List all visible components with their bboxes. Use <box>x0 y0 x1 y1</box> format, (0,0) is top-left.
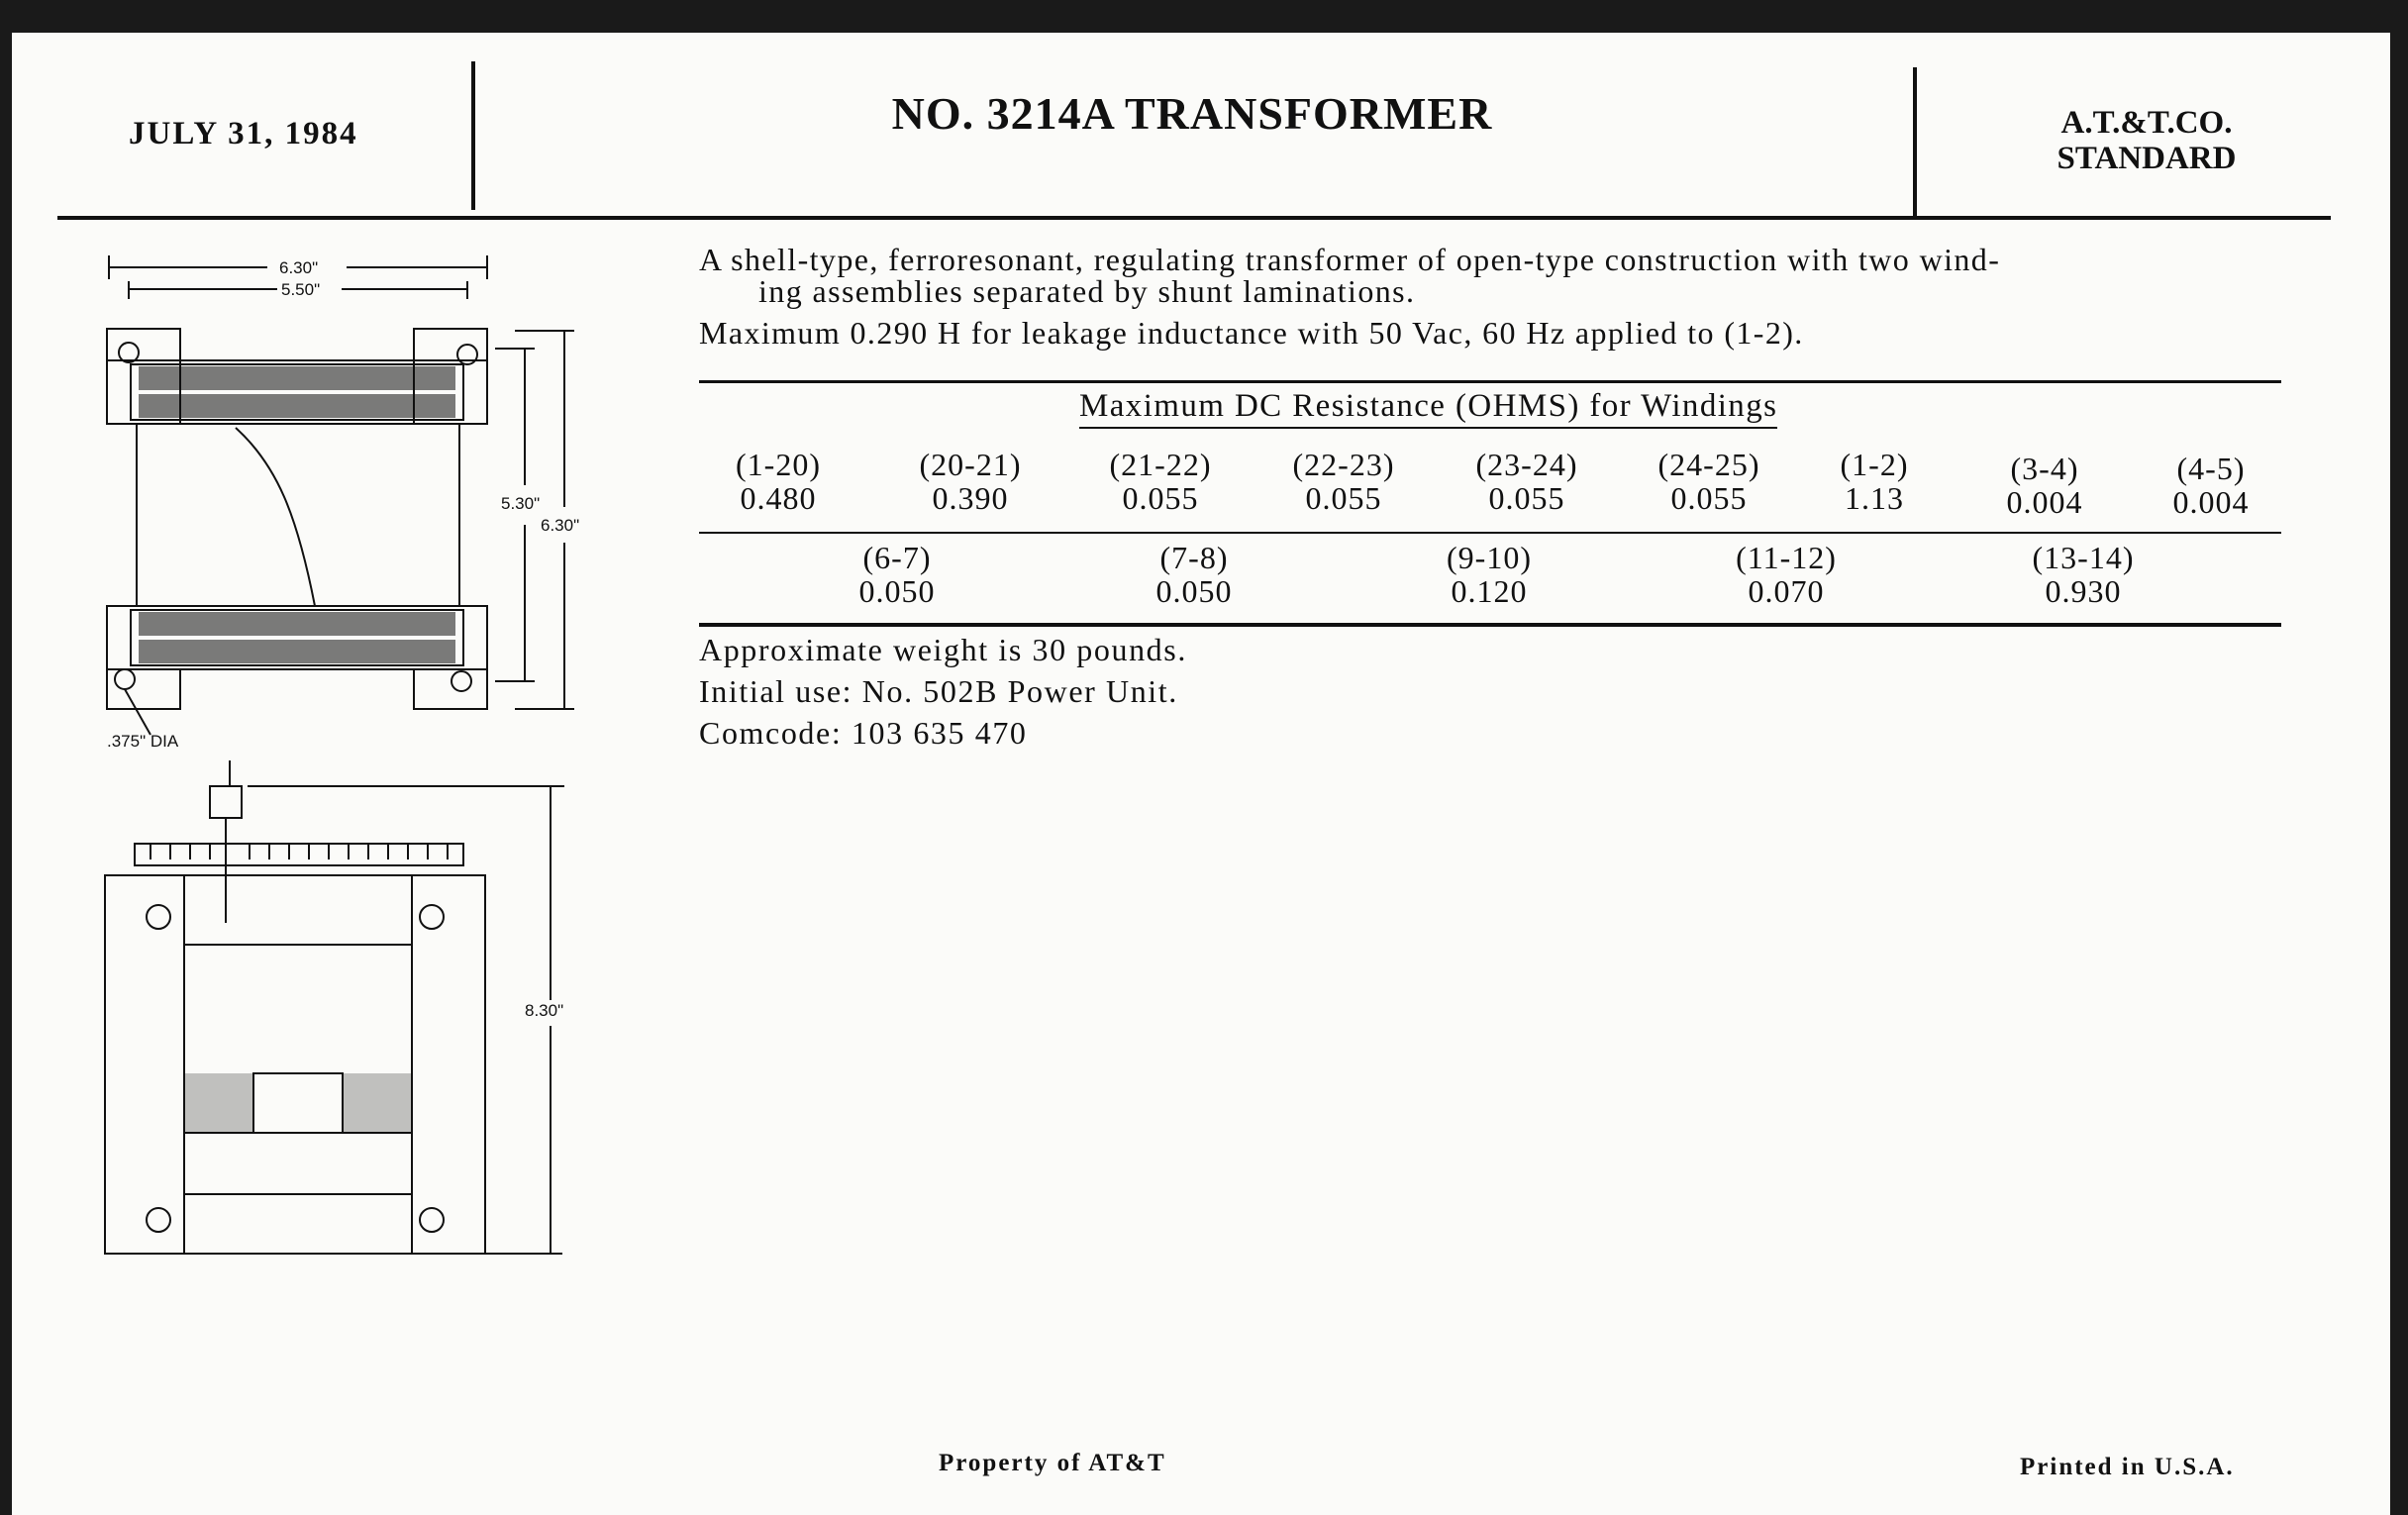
table-cell <box>699 448 857 515</box>
resistance-value: 1.13 <box>1845 480 1904 516</box>
winding-label: (7-8) <box>1159 540 1229 575</box>
table-cell <box>1410 541 1568 608</box>
footer-printed: Printed in U.S.A. <box>2020 1454 2235 1480</box>
table-cell <box>1630 448 1788 515</box>
table-cell <box>1264 448 1423 515</box>
resistance-value: 0.480 <box>740 480 817 516</box>
dim-height-outer: 6.30" <box>541 516 580 535</box>
table-cell <box>1707 541 1865 608</box>
winding-label: (22-23) <box>1292 447 1395 482</box>
resistance-value: 0.390 <box>932 480 1009 516</box>
header-standard <box>1958 105 2335 176</box>
header-divider-right <box>1913 67 1917 216</box>
table-cell <box>818 541 976 608</box>
resistance-value: 0.930 <box>2045 573 2122 609</box>
resistance-value: 0.055 <box>1305 480 1382 516</box>
winding-label: (11-12) <box>1736 540 1837 575</box>
winding-label: (23-24) <box>1475 447 1578 482</box>
winding-label: (20-21) <box>919 447 1022 482</box>
dim-hole-diameter: .375" DIA <box>107 732 179 751</box>
winding-label: (3-4) <box>2010 451 2079 486</box>
dim-height-inner: 5.30" <box>501 494 541 513</box>
resistance-value: 0.055 <box>1488 480 1565 516</box>
footer-property: Property of AT&T <box>939 1450 1166 1476</box>
winding-label: (1-2) <box>1840 447 1909 482</box>
note-initial-use: Initial use: No. 502B Power Unit. <box>699 673 1178 709</box>
table-cell <box>1081 448 1240 515</box>
winding-label: (13-14) <box>2032 540 2135 575</box>
resistance-value: 0.004 <box>2006 484 2083 520</box>
table-title: Maximum DC Resistance (OHMS) for Windings <box>1079 388 1777 429</box>
table-cell <box>2004 541 2162 608</box>
header-standard-label: STANDARD <box>2057 141 2237 176</box>
winding-label: (21-22) <box>1109 447 1212 482</box>
table-cell <box>1115 541 1273 608</box>
table-cell <box>1448 448 1606 515</box>
table-cell <box>2137 452 2285 519</box>
winding-label: (4-5) <box>2176 451 2246 486</box>
resistance-value: 0.050 <box>1155 573 1233 609</box>
resistance-value: 0.004 <box>2172 484 2250 520</box>
description-line-2: ing assemblies separated by shunt laminations. <box>758 273 1416 309</box>
dim-width-inner: 5.50" <box>281 280 321 299</box>
winding-label: (1-20) <box>736 447 821 482</box>
table-top-rule <box>699 380 2281 383</box>
table-cell <box>891 448 1050 515</box>
resistance-value: 0.120 <box>1451 573 1528 609</box>
table-bottom-rule <box>699 623 2281 627</box>
resistance-value: 0.055 <box>1670 480 1748 516</box>
header-date: JULY 31, 1984 <box>129 116 358 152</box>
resistance-value: 0.055 <box>1122 480 1199 516</box>
winding-label: (6-7) <box>862 540 932 575</box>
transformer-drawing <box>0 0 614 1287</box>
description-line-3: Maximum 0.290 H for leakage inductance with 50 Vac, 60 Hz applied to (1-2). <box>699 315 1804 351</box>
table-mid-rule <box>699 532 2281 534</box>
note-weight: Approximate weight is 30 pounds. <box>699 632 1187 667</box>
header-title: NO. 3214A TRANSFORMER <box>891 88 1493 139</box>
description-line-1: A shell-type, ferroresonant, regulating transformer of open-type construction with two wind- <box>699 242 2001 277</box>
dim-side-height: 8.30" <box>525 1001 564 1020</box>
winding-label: (9-10) <box>1447 540 1532 575</box>
note-comcode: Comcode: 103 635 470 <box>699 715 1028 751</box>
table-cell <box>1970 452 2119 519</box>
table-cell <box>1800 448 1949 515</box>
winding-label: (24-25) <box>1657 447 1760 482</box>
resistance-value: 0.050 <box>858 573 936 609</box>
dim-width-outer: 6.30" <box>279 258 319 277</box>
resistance-value: 0.070 <box>1748 573 1825 609</box>
header-standard-company: A.T.&T.CO. <box>2060 105 2233 141</box>
